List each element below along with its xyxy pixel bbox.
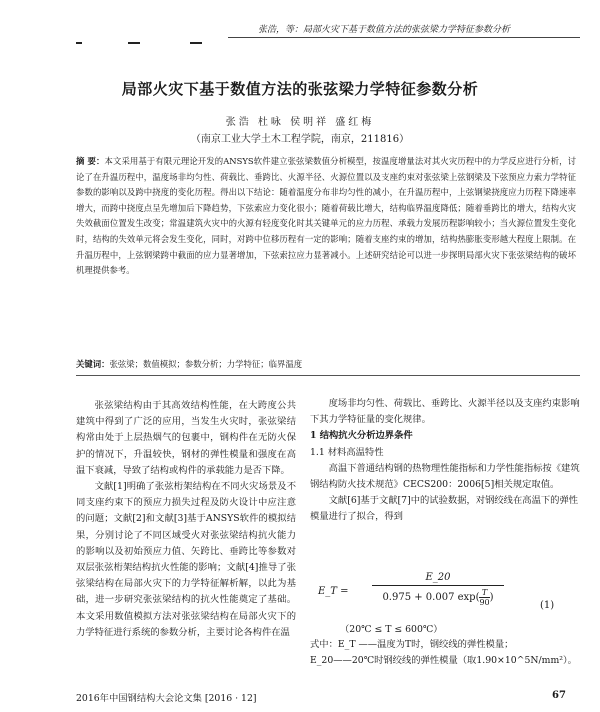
- section-heading: 1 结构抗火分析边界条件: [310, 430, 413, 442]
- equation-numerator: E_20: [425, 572, 451, 583]
- abstract-label: 摘 要：: [76, 156, 105, 166]
- right-paragraph-3: 文献[6]基于文献[7]中的试验数据，对钢绞线在高温下的弹性模量进行了拟合，得到: [310, 495, 579, 523]
- equation-denominator: [372, 588, 504, 607]
- paper-title: 局部火灾下基于数值方法的张弦梁力学特征参数分析: [121, 80, 479, 98]
- right-paragraph-2: 高温下普通结构钢的热物理性能指标和力学性能指标按《建筑钢结构防火技术规范》CECS200：2006[5]相关规定取值。: [310, 462, 580, 491]
- denominator-suffix: ): [489, 592, 494, 603]
- equation-explanation: [310, 637, 580, 669]
- exponent-fraction: [479, 588, 489, 607]
- keywords-text: 张弦梁；数值模拟；参数分析；力学特征；临界温度: [109, 359, 303, 369]
- page-number: 67: [552, 690, 566, 701]
- equation-lhs: E_T =: [318, 586, 349, 597]
- fraction-bar: [372, 585, 504, 586]
- section-divider: [76, 375, 580, 376]
- header-rule: [228, 37, 580, 38]
- abstract-text: 本文采用基于有限元理论开发的ANSYS软件建立张弦梁数值分析模型，按温度增量法对其火灾历程中的力学反应进行分析，讨论了在升温历程中，温度场非均匀性、荷载比、垂跨比、火源半径、火源位置以及支座约束对张弦梁上弦钢梁及下弦预应力索力学特征参数的影响以及跨中挠度的变化历程。得出以下结论：随着温度分布非均匀性的减小，在升温历程中，上弦钢梁挠度应力历程下降速率增大，而跨中挠度点呈先增加后下降趋势，下弦索应力变化很小；随着荷载比增大，结构临界温度降低；随着垂跨比的增大，结构火灾失效截面位置发生改变；常温建筑火灾中的火源有轻度变化时其关键单元的应力历程、承载力发展历程影响较小；当火源位置发生变化时，结构的失效单元将会发生变化，同时，对跨中位移历程有一定的影响；随着支座约束的增加，结构热膨胀变形越大程度上限制。在升温历程中，上弦钢梁跨中截面的应力显著增加，下弦索拉应力显著减小。上述研究结论可以进一步探明局部火灾下张弦梁结构的破坏机理提供参考。: [76, 156, 576, 276]
- equation-fraction: [372, 572, 504, 607]
- keywords-label: 关键词：: [76, 359, 110, 369]
- right-paragraph-1: 度场非均匀性、荷载比、垂跨比、火源半径以及支座约束影响下其力学特征量的变化规律。: [310, 398, 580, 426]
- subsection-heading: 1.1 材料高温特性: [310, 446, 384, 458]
- header-mark: [128, 42, 140, 44]
- denominator-prefix: 0.975 + 0.007 exp(: [382, 592, 480, 603]
- footer-proceedings: 2016年中国钢结构大会论文集 [2016 · 12]: [76, 693, 257, 704]
- left-column: [76, 398, 296, 641]
- equation-1: [310, 570, 580, 618]
- header-mark: [190, 42, 202, 44]
- authors: 张浩 杜咏 侯明祥 盛红梅: [225, 117, 375, 128]
- header-mark: [76, 42, 82, 44]
- explanation-line-2: E_20——20℃时钢绞线的弹性模量（取1.90×10^5N/mm²）。: [310, 655, 577, 667]
- left-paragraph-1: 张弦梁结构由于其高效结构性能，在大跨度公共建筑中得到了广泛的应用，当发生火灾时，张弦梁结构常由处于上层热烟气的包裹中，钢构件在无防火保护的情况下，升温较快，钢材的弹性模量和强度在高温下衰减，导致了结构或构件的承载能力是否下降。: [76, 400, 296, 476]
- equation-condition: （20℃ ≤ T ≤ 600℃）: [340, 624, 443, 635]
- keywords: [76, 358, 576, 370]
- exponent-numerator: T: [479, 588, 489, 598]
- left-paragraph-2: 文献[1]明确了张弦桁架结构在不同火灾场景及不同支座约束下的预应力损失过程及防火设计中应注意的问题；文献[2]和文献[3]基于ANSYS软件的模拟结果，分别讨论了不同区域受火对张弦梁结构抗火能力的影响以及初始预应力值、矢跨比、垂跨比等参数对双层张弦桁架结构抗火性能的影响；文献[4]推导了张弦梁结构在局部火灾下的力学特征解析解，以此为基础，进一步研究张弦梁结构的抗火性能奠定了基础。本文采用数值模拟方法对张弦梁结构在局部火灾下的力学特征进行系统的参数分析，主要讨论各构件在温: [76, 481, 296, 638]
- equation-number: (1): [540, 600, 555, 611]
- right-column: [310, 396, 580, 526]
- explanation-line-1: 式中：E_T ——温度为T时，钢绞线的弹性模量；: [310, 639, 514, 650]
- abstract: [76, 154, 576, 279]
- exponent-denominator: 90: [479, 598, 490, 607]
- affiliation: （南京工业大学土木工程学院，南京，211816）: [190, 134, 410, 145]
- running-header: 张浩，等：局部火灾下基于数值方法的张弦梁力学特征参数分析: [258, 25, 511, 35]
